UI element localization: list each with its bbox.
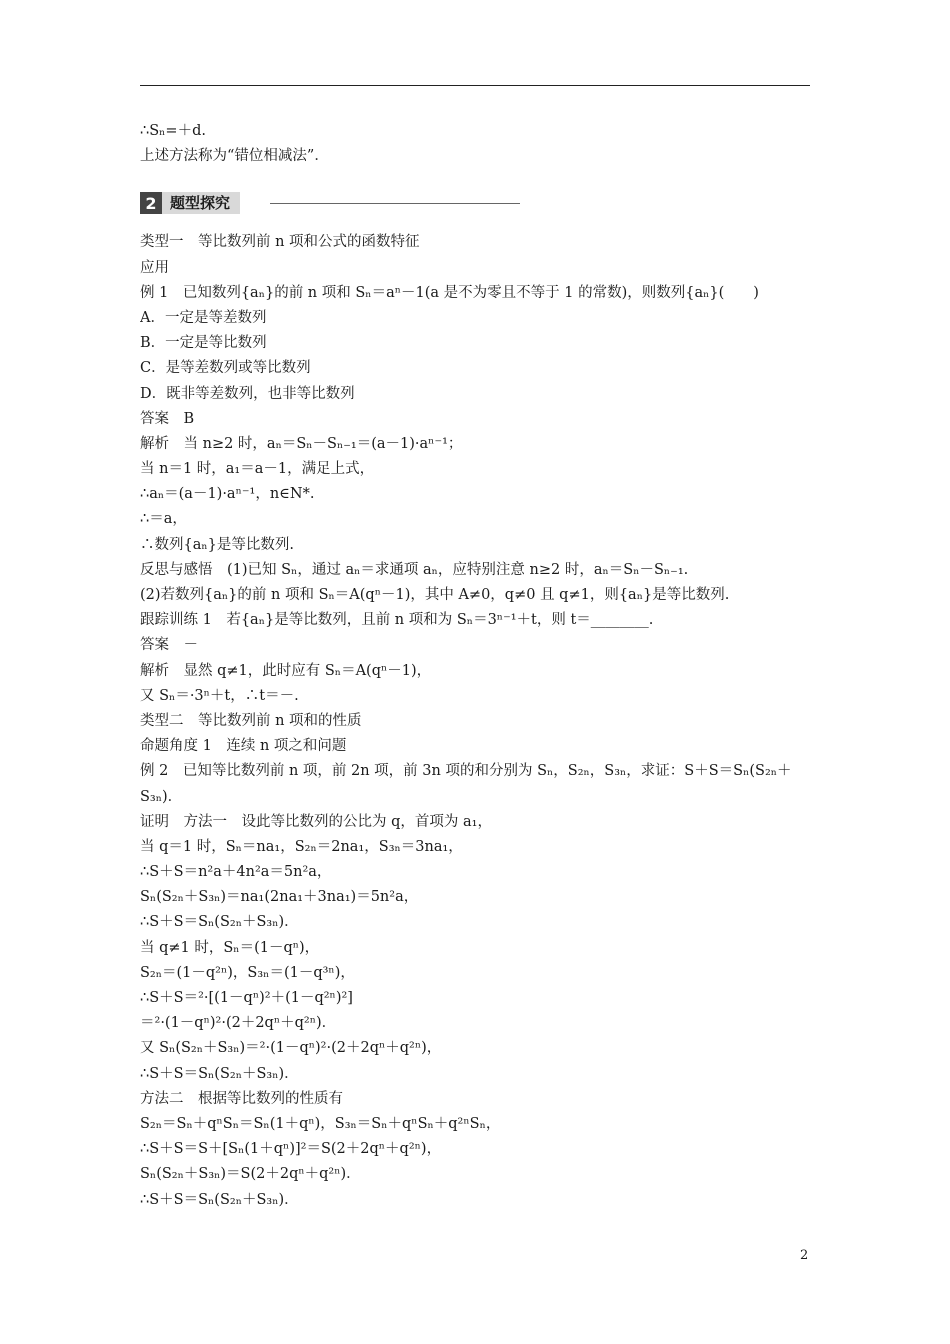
text-line: 命题角度 1 连续 n 项之和问题 — [140, 738, 347, 755]
text-line: 当 q≠1 时，Sₙ＝(1－qⁿ)， — [140, 939, 320, 956]
text-line: ∴aₙ＝(a－1)·aⁿ⁻¹，n∈N*. — [140, 486, 315, 503]
text-line: ∴Sₙ=＋d. — [140, 123, 206, 139]
text-line: 跟踪训练 1 若{aₙ}是等比数列，且前 n 项和为 Sₙ＝3ⁿ⁻¹＋t，则 t＝________. — [140, 612, 654, 629]
text-line: 当 q＝1 时，Sₙ＝na₁，S₂ₙ＝2na₁，S₃ₙ＝3na₁， — [140, 838, 463, 855]
text-line: ＝²·(1－qⁿ)²·(2＋2qⁿ＋q²ⁿ)． — [140, 1015, 337, 1032]
text-line: ∴S＋S＝Sₙ(S₂ₙ＋S₃ₙ)． — [140, 1191, 299, 1208]
text-line: 方法二 根据等比数列的性质有 — [140, 1090, 343, 1107]
text-line: 答案 － — [140, 637, 198, 654]
text-line: 例 2 已知等比数列前 n 项，前 2n 项，前 3n 项的和分别为 Sₙ，S₂ₙ，S₃ₙ，求证：S＋S＝Sₙ(S₂ₙ＋ — [140, 763, 792, 780]
text-line: 类型一 等比数列前 n 项和公式的函数特征 — [140, 234, 420, 251]
text-line: 解析 显然 q≠1，此时应有 Sₙ＝A(qⁿ－1)， — [140, 662, 432, 679]
page-number: 2 — [800, 1248, 809, 1263]
text-line: 解析 当 n≥2 时，aₙ＝Sₙ－Sₙ₋₁＝(a－1)·aⁿ⁻¹； — [140, 435, 463, 452]
text-line: 上述方法称为“错位相减法”． — [140, 148, 329, 165]
text-line: 应用 — [140, 259, 169, 276]
text-line: S₂ₙ＝(1－q²ⁿ)，S₃ₙ＝(1－q³ⁿ)， — [140, 964, 355, 981]
text-line: ∴S＋S＝²·[(1－qⁿ)²＋(1－q²ⁿ)²] — [140, 990, 353, 1006]
text-line: 当 n＝1 时，a₁＝a－1，满足上式， — [140, 461, 375, 478]
document-body — [140, 119, 812, 1213]
text-line: A．一定是等差数列 — [140, 309, 267, 326]
text-line: 反思与感悟 (1)已知 Sₙ，通过 aₙ＝求通项 aₙ，应特别注意 n≥2 时，aₙ＝Sₙ－Sₙ₋₁. — [140, 561, 689, 578]
text-line: S₂ₙ＝Sₙ＋qⁿSₙ＝Sₙ(1＋qⁿ)，S₃ₙ＝Sₙ＋qⁿSₙ＋q²ⁿSₙ， — [140, 1115, 501, 1132]
text-line: 证明 方法一 设此等比数列的公比为 q，首项为 a₁， — [140, 813, 492, 830]
text-line: 类型二 等比数列前 n 项和的性质 — [140, 712, 362, 729]
text-line: 又 Sₙ＝·3ⁿ＋t，∴t＝－. — [140, 687, 299, 704]
text-line: S₃ₙ)． — [140, 788, 183, 805]
header-rule — [140, 85, 810, 86]
text-line: (2)若数列{aₙ}的前 n 项和 Sₙ＝A(qⁿ－1)，其中 A≠0，q≠0 且 q≠1，则{aₙ}是等比数列. — [140, 587, 730, 603]
text-line: ∴S＋S＝Sₙ(S₂ₙ＋S₃ₙ)． — [140, 914, 299, 931]
text-line: ∴S＋S＝Sₙ(S₂ₙ＋S₃ₙ)． — [140, 1065, 299, 1082]
text-line: Sₙ(S₂ₙ＋S₃ₙ)＝na₁(2na₁＋3na₁)＝5n²a， — [140, 889, 419, 906]
text-line: 答案 B — [140, 410, 195, 427]
section-rule — [270, 203, 520, 204]
text-line: 例 1 已知数列{aₙ}的前 n 项和 Sₙ＝aⁿ－1(a 是不为零且不等于 1 的常数)，则数列{aₙ}( ) — [140, 284, 759, 301]
text-line: ∴＝a， — [140, 511, 187, 528]
section-number-badge: 2 — [140, 192, 162, 214]
text-line: D．既非等差数列，也非等比数列 — [140, 385, 355, 402]
text-line: Sₙ(S₂ₙ＋S₃ₙ)＝S(2＋2qⁿ＋q²ⁿ)． — [140, 1166, 361, 1183]
text-line: B．一定是等比数列 — [140, 335, 267, 352]
text-line: ∴数列{aₙ}是等比数列. — [140, 536, 294, 553]
section-header-area — [140, 169, 812, 230]
text-line: ∴S＋S＝n²a＋4n²a＝5n²a， — [140, 864, 332, 881]
text-line: ∴S＋S＝S＋[Sₙ(1＋qⁿ)]²＝S(2＋2qⁿ＋q²ⁿ)， — [140, 1141, 442, 1158]
text-line: 又 Sₙ(S₂ₙ＋S₃ₙ)＝²·(1－qⁿ)²·(2＋2qⁿ＋q²ⁿ)， — [140, 1040, 442, 1057]
text-line: C．是等差数列或等比数列 — [140, 360, 311, 377]
line-list — [140, 230, 812, 1212]
section-title: 题型探究 — [162, 192, 240, 214]
section-header — [140, 192, 240, 214]
